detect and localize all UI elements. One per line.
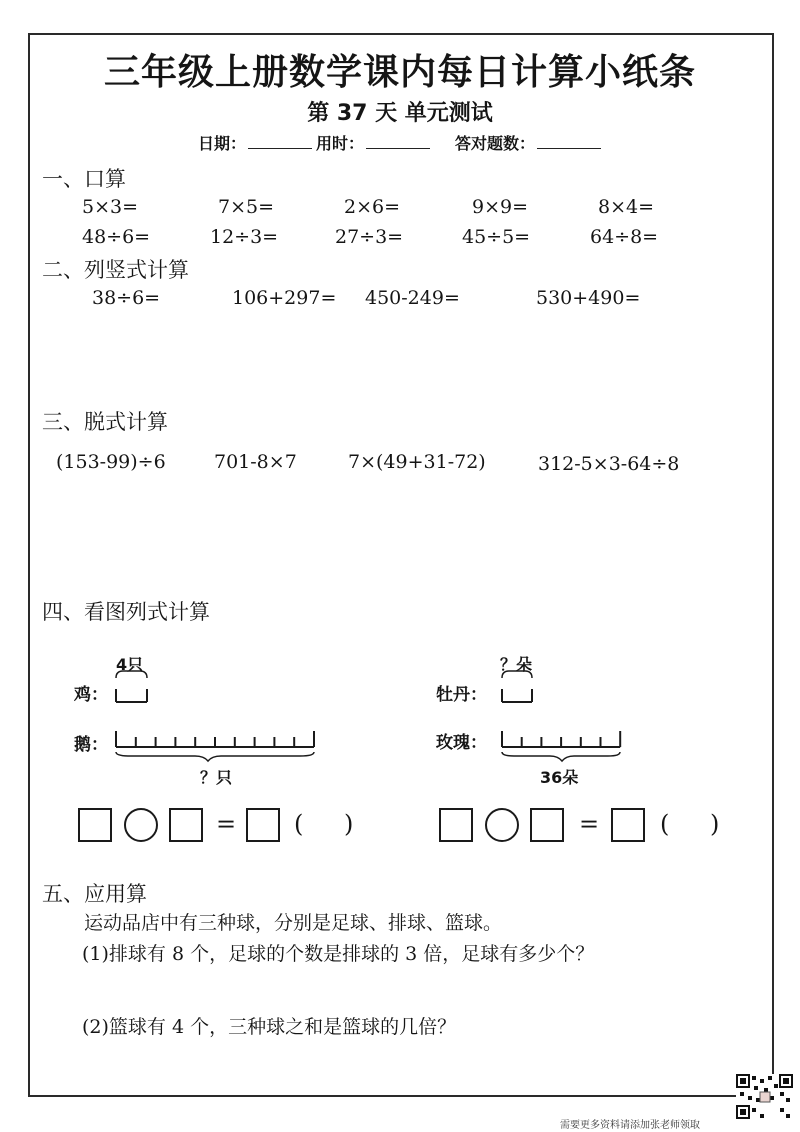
stepwise-problem: 7×(49+31-72) <box>348 451 486 473</box>
vertical-problem: 106+297= <box>232 287 337 309</box>
oral-problem: 45÷5= <box>462 226 531 248</box>
vertical-problem: 530+490= <box>536 287 641 309</box>
answer-box[interactable] <box>246 808 280 842</box>
answer-box[interactable] <box>78 808 112 842</box>
stepwise-problem: (153-99)÷6 <box>56 451 166 473</box>
operator-circle[interactable] <box>124 808 158 842</box>
oral-problem: 2×6= <box>344 196 401 218</box>
answer-box[interactable] <box>611 808 645 842</box>
right-segment-diagram <box>490 668 650 768</box>
time-blank[interactable] <box>366 134 430 149</box>
left-top-brace <box>116 671 147 678</box>
equals-sign: = <box>579 810 600 838</box>
left-bottom-label: ？只 <box>200 768 233 787</box>
right-rose-bar <box>502 731 620 747</box>
left-top-label: 4只 <box>116 655 144 674</box>
word-problem-intro: 运动品店中有三种球，分别是足球、排球、篮球。 <box>84 912 503 934</box>
vertical-problem: 450-249= <box>365 287 460 309</box>
left-row2-label: 鹅： <box>74 735 108 755</box>
right-row1-label: 牡丹： <box>436 685 487 705</box>
right-bottom-label: 36朵 <box>540 768 579 787</box>
operator-circle[interactable] <box>485 808 519 842</box>
oral-problem: 5×3= <box>82 196 139 218</box>
left-row1-label: 鸡： <box>74 685 108 705</box>
worksheet-title: 三年级上册数学课内每日计算小纸条 <box>103 52 696 93</box>
paren-open: ( <box>294 810 304 838</box>
oral-problem: 27÷3= <box>335 226 404 248</box>
word-problem-q2: (2)篮球有 4 个，三种球之和是篮球的几倍？ <box>82 1016 457 1038</box>
paren-close: ) <box>710 810 720 838</box>
worksheet-subtitle: 第 37 天 单元测试 <box>307 101 493 126</box>
score-label: 答对题数： <box>455 134 536 153</box>
footer-note: 需要更多资料请添加张老师领取 <box>560 1120 700 1131</box>
oral-problem: 7×5= <box>218 196 275 218</box>
vertical-problem: 38÷6= <box>92 287 161 309</box>
time-field[interactable] <box>316 131 430 154</box>
date-label: 日期： <box>198 134 247 153</box>
oral-problem: 48÷6= <box>82 226 151 248</box>
answer-box[interactable] <box>169 808 203 842</box>
oral-problem: 12÷3= <box>210 226 279 248</box>
date-field[interactable] <box>198 131 312 154</box>
oral-problem: 8×4= <box>598 196 655 218</box>
time-label: 用时： <box>316 134 365 153</box>
right-top-brace <box>502 671 532 678</box>
answer-box[interactable] <box>439 808 473 842</box>
section-4-heading: 四、看图列式计算 <box>42 600 210 624</box>
date-blank[interactable] <box>248 134 312 149</box>
left-goose-bar <box>116 731 314 747</box>
oral-problem: 9×9= <box>472 196 529 218</box>
score-field[interactable] <box>455 131 601 154</box>
left-bottom-brace <box>116 752 314 761</box>
answer-box[interactable] <box>530 808 564 842</box>
section-5-heading: 五、应用算 <box>42 882 147 906</box>
section-2-heading: 二、列竖式计算 <box>42 258 189 282</box>
qr-code-icon <box>736 1074 794 1120</box>
paren-open: ( <box>660 810 670 838</box>
word-problem-q1: (1)排球有 8 个，足球的个数是排球的 3 倍，足球有多少个？ <box>82 943 595 965</box>
stepwise-problem: 312-5×3-64÷8 <box>538 453 680 475</box>
page-border <box>28 33 774 1097</box>
right-bottom-brace <box>502 752 620 761</box>
score-blank[interactable] <box>537 134 601 149</box>
section-1-heading: 一、口算 <box>42 167 126 191</box>
left-segment-diagram <box>100 668 330 768</box>
stepwise-problem: 701-8×7 <box>214 451 297 473</box>
right-row2-label: 玫瑰： <box>436 733 487 753</box>
right-top-label: ？朵 <box>500 655 533 674</box>
paren-close: ) <box>344 810 354 838</box>
section-3-heading: 三、脱式计算 <box>42 410 168 434</box>
equals-sign: = <box>216 810 237 838</box>
oral-problem: 64÷8= <box>590 226 659 248</box>
